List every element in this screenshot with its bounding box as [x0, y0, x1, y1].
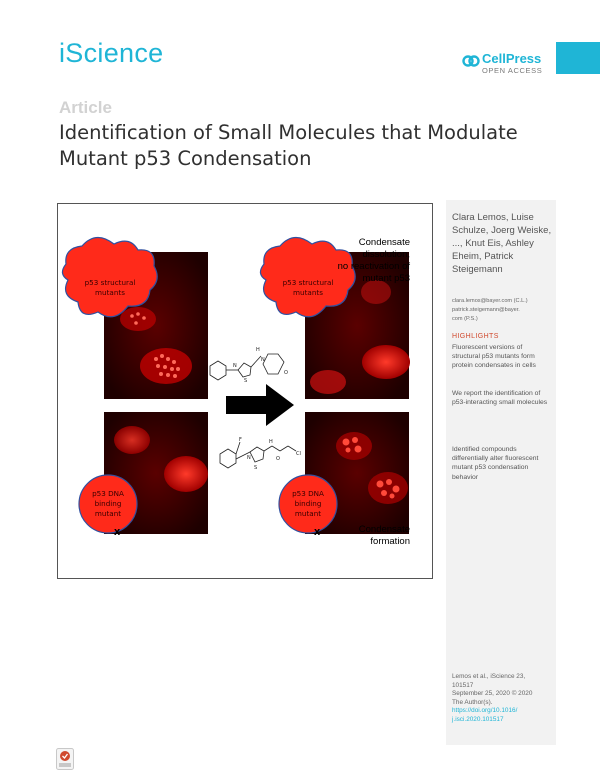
chem-atom: S	[254, 465, 258, 471]
label-condensate-dissolution: Condensate	[358, 237, 410, 248]
chem-atom: S	[244, 378, 248, 384]
arrow-right-icon	[226, 384, 294, 426]
blob-label: p53 DNA	[292, 489, 324, 498]
highlight-item: Fluorescent versions of structural p53 mutants form protein condensates in cells	[452, 344, 536, 370]
chem-atom: F	[239, 437, 242, 443]
cellpress-logo-icon	[462, 52, 480, 70]
blob-label: p53 structural	[84, 278, 136, 287]
blob-label: mutant	[294, 509, 322, 518]
open-access-label: OPEN ACCESS	[482, 66, 543, 75]
graphical-abstract	[57, 203, 433, 579]
crossmark-icon[interactable]	[56, 748, 74, 770]
journal-name: iScience	[59, 38, 164, 68]
blob-label: mutants	[95, 288, 125, 297]
article-type: Article	[59, 98, 112, 117]
blob-label: binding	[94, 499, 122, 508]
email-line[interactable]: patrick.steigemann@bayer.	[452, 307, 520, 313]
doi-link[interactable]: j.isci.2020.101517	[452, 715, 504, 723]
mutation-mark: X	[114, 528, 121, 537]
corner-tab	[556, 42, 600, 74]
highlights-label: HIGHLIGHTS	[452, 333, 499, 340]
citation-line: The Author(s).	[452, 698, 493, 706]
highlight-item: We report the identification of p53-interacting small molecules	[452, 390, 548, 407]
chem-atom: O	[276, 456, 280, 462]
doi-link[interactable]: https://doi.org/10.1016/	[452, 707, 518, 715]
chem-structure-bottom	[220, 442, 296, 468]
cellpress-logo[interactable]	[462, 52, 546, 78]
blob-label: mutant	[94, 509, 122, 518]
citation-line: Lemos et al., iScience 23,	[452, 673, 526, 680]
citation-line: 101517	[452, 681, 474, 689]
blob-label: mutants	[293, 288, 323, 297]
blob-label: p53 structural	[282, 278, 334, 287]
authors[interactable]: Clara Lemos, Luise Schulze, Joerg Weiske, ..., Knut Eis, Ashley Eheim, Patrick Steigemann	[452, 212, 552, 275]
label-condensate-formation: formation	[370, 536, 410, 547]
blob-label: p53 DNA	[92, 489, 124, 498]
chem-atom: Cl	[296, 451, 301, 457]
graphical-abstract-figure	[58, 204, 432, 578]
chem-atom: O	[284, 370, 288, 376]
corresponding-emails[interactable]	[452, 297, 554, 324]
chem-structure-top	[210, 354, 284, 380]
chem-atom: N	[261, 357, 265, 363]
label-condensate-dissolution: no reactivation of	[337, 261, 410, 272]
chem-atom: N	[247, 455, 251, 461]
email-line[interactable]: clara.lemos@bayer.com (C.L.)	[452, 298, 528, 304]
chem-atom: H	[256, 347, 260, 353]
article-title: Identification of Small Molecules that Modulate Mutant p53 Condensation	[59, 121, 518, 170]
chem-atom: N	[233, 363, 237, 369]
mutation-mark: X	[314, 528, 321, 537]
blob-label: binding	[294, 499, 322, 508]
label-condensate-dissolution: mutant p53	[362, 273, 410, 284]
highlight-item: Identified compounds differentially alter fluorescent mutant p53 condensation behavior	[452, 446, 539, 481]
publisher-name: CellPress	[482, 51, 542, 66]
citation-line: September 25, 2020 © 2020	[452, 690, 533, 698]
chem-atom: H	[269, 439, 273, 445]
citation	[452, 673, 552, 725]
email-line[interactable]: com (P.S.)	[452, 316, 478, 322]
label-condensate-dissolution: dissolution,	[362, 249, 410, 260]
label-condensate-formation: Condensate	[358, 524, 410, 535]
